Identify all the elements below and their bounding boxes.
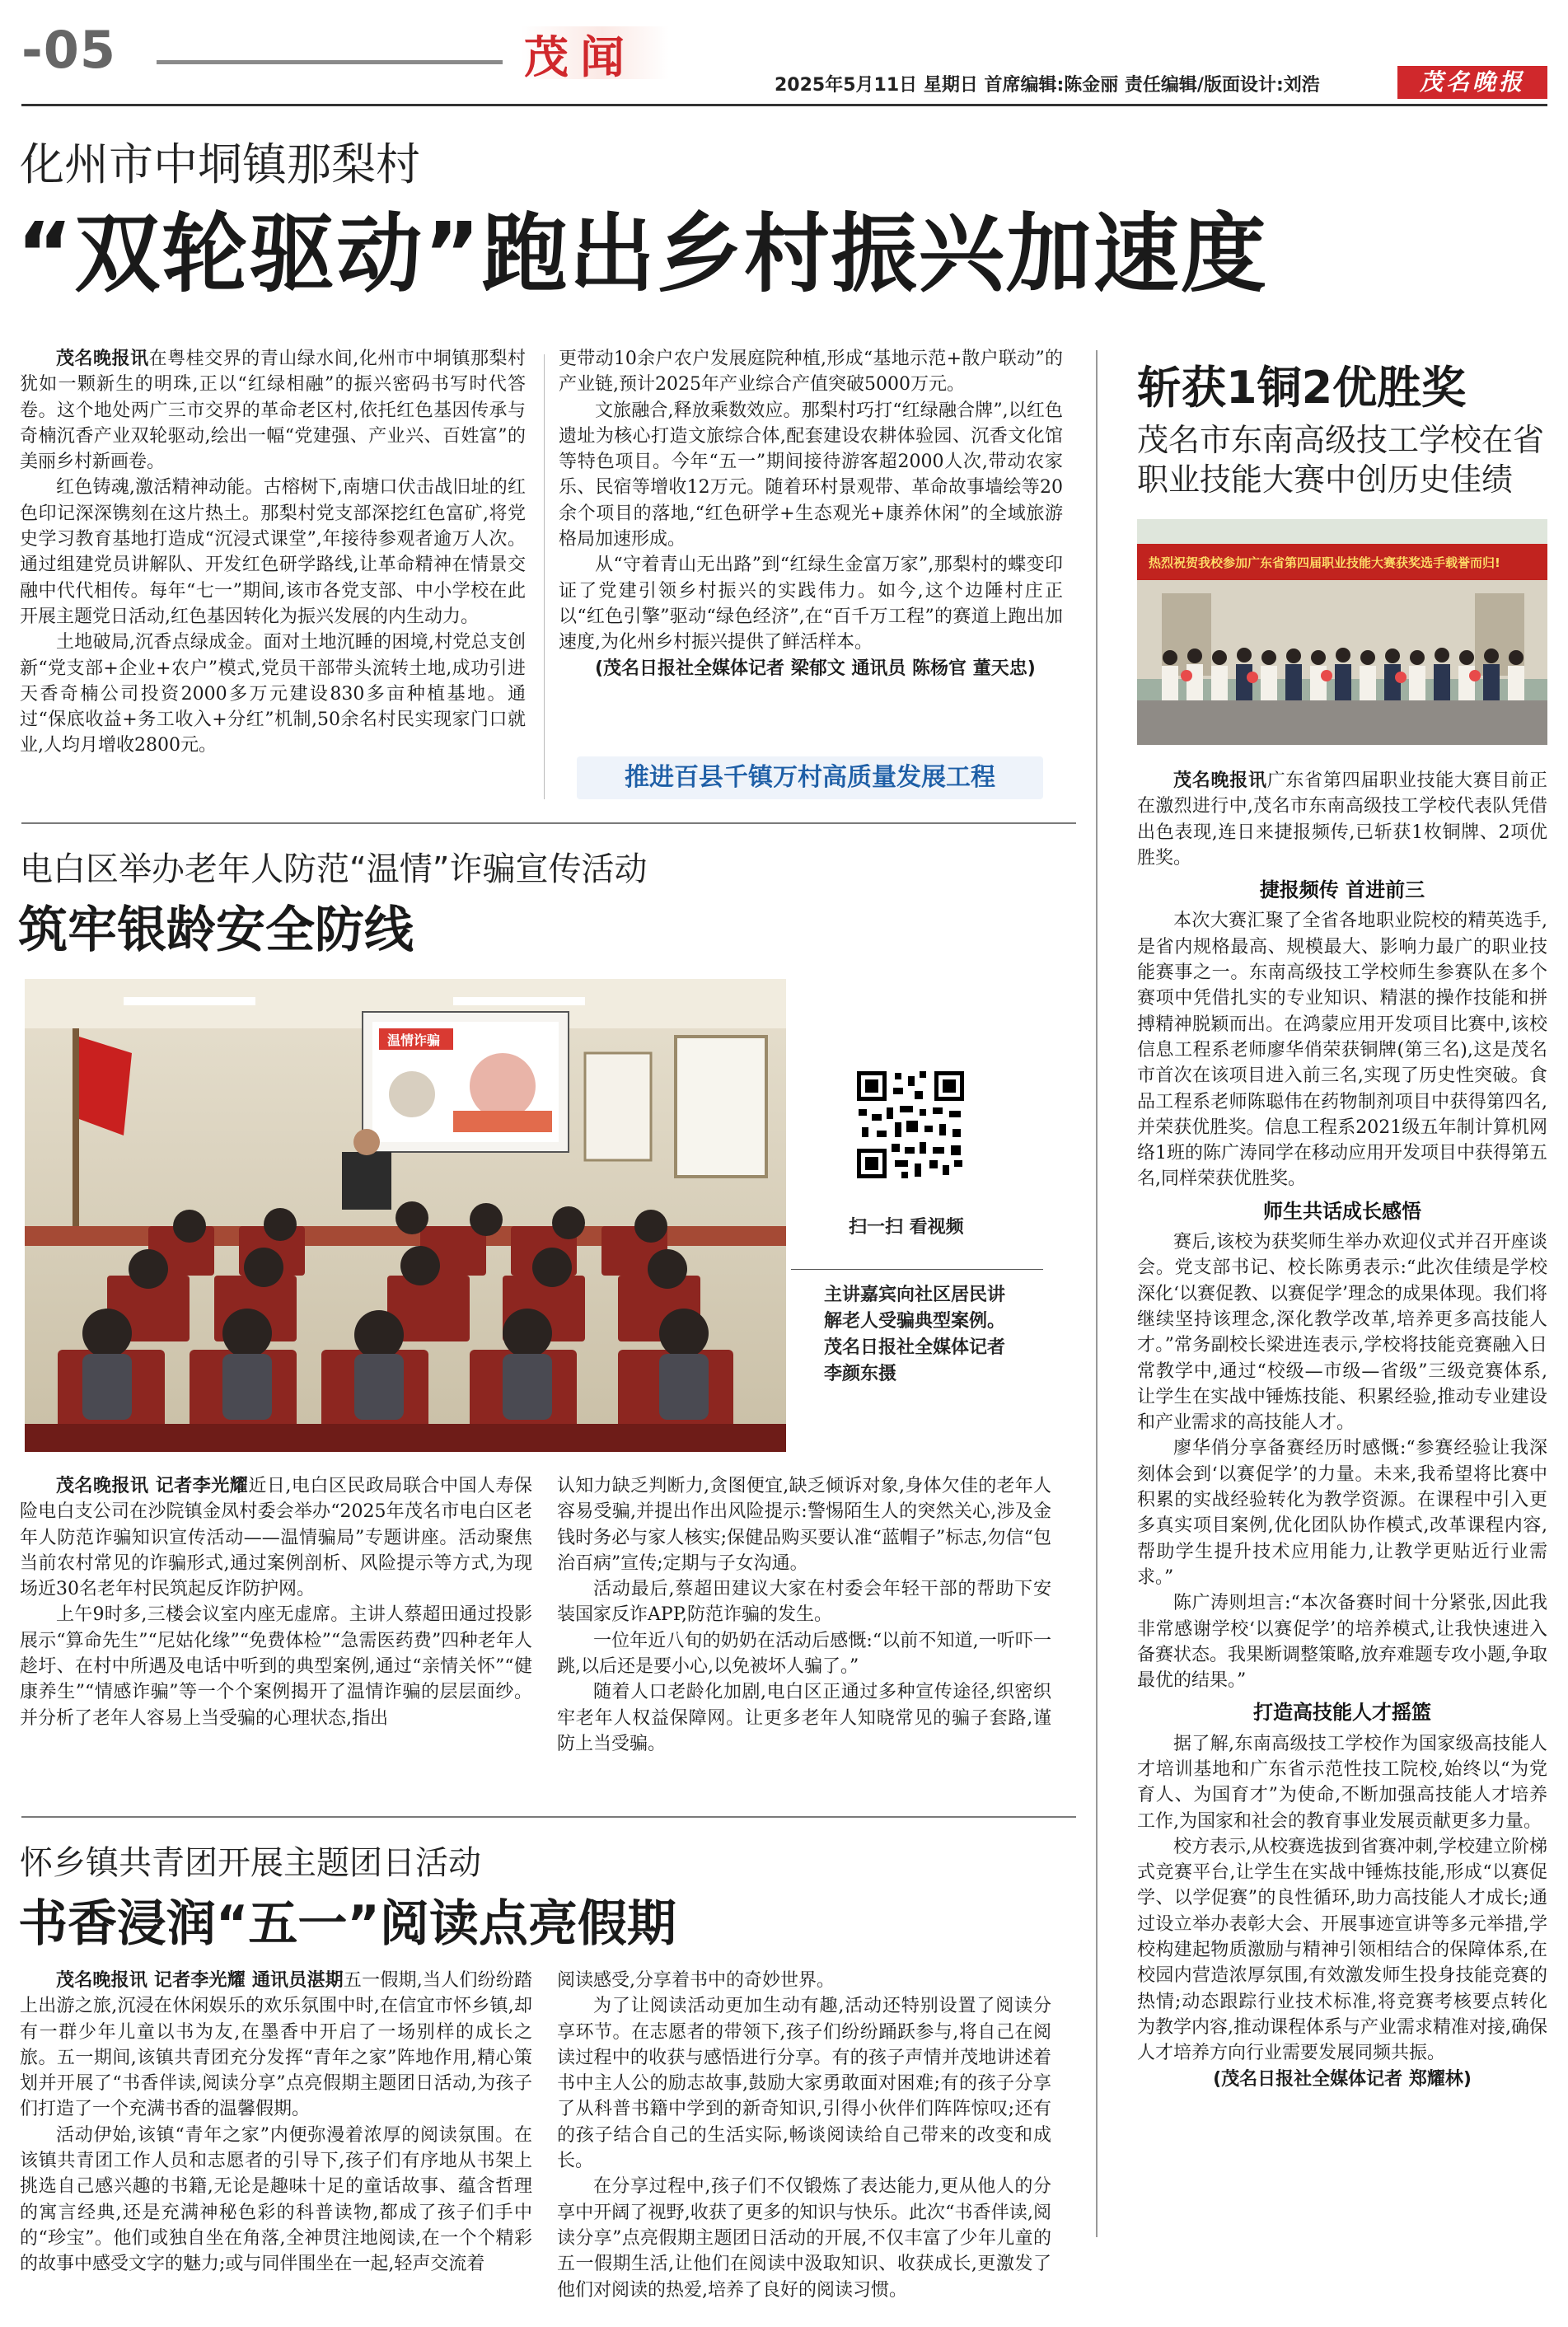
article2-headline: 筑牢银龄安全防线 xyxy=(18,901,414,959)
article1-column-rule xyxy=(544,354,545,799)
article1-byline: 茂名晚报讯 xyxy=(56,349,149,369)
article4-p4: 廖华俏分享备赛经历时感慨:“参赛经验让我深刻体会到‘以赛促学’的力量。未来,我希望将比赛中积累的实战经验转化为教学资源。在课程中引入更多真实项目案例,优化团队协作模式,改革课程内容,帮助学生提升技术应用能力,让教学更贴近行业需求。” xyxy=(1137,1438,1547,1588)
header-rule xyxy=(157,60,503,64)
article2-p3: 认知力缺乏判断力,贪图便宜,缺乏倾诉对象,身体欠佳的老年人容易受骗,并提出作出风险提示:警惕陌生人的突然关心,涉及金钱时务必与家人核实;保健品购买要认准“蓝帽子”标志,勿信“包治百病”宣传;定期与子女沟通。 xyxy=(557,1476,1051,1574)
caption-rule xyxy=(791,1269,1043,1270)
article4-credit: (茂名日报社全媒体记者 郑耀林) xyxy=(1213,2068,1472,2090)
article2-p5: 一位年近八旬的奶奶在活动后感慨:“以前不知道,一听吓一跳,以后还是要小心,以免被坏人骗了。” xyxy=(557,1630,1051,1678)
section-name: 茂闻 xyxy=(524,30,636,83)
article4-body xyxy=(1137,768,1547,2092)
article3-col1 xyxy=(20,1968,532,2278)
article4-p7: 校方表示,从校赛选拔到省赛冲刺,学校建立阶梯式竞赛平台,让学生在实战中锤炼技能,形成“以赛促学、以学促赛”的良性循环,助力高技能人才成长;通过设立举办表彰大会、开展事迹宣讲等多元举措,学校构建起物质激励与精神引领相结合的保障体系,在校园内营造浓厚氛围,有效激发师生投身技能竞赛的热情;动态跟踪行业技术标准,将竞赛考核要点转化为教学内容,推动课程体系与产业需求精准对接,确保人才培养方向行业需要发展同频共振。 xyxy=(1137,1836,1547,2064)
article1-kicker: 化州市中垌镇那梨村 xyxy=(20,138,420,190)
article1-credit: (茂名日报社全媒体记者 梁郁文 通讯员 陈杨官 董天忠) xyxy=(595,658,1036,679)
article1-p2: 红色铸魂,激活精神动能。古榕树下,南塘口伏击战旧址的红色印记深深镌刻在这片热土。那梨村党支部深挖红色富矿,将党史学习教育基地打造成“沉浸式课堂”,年接待参观者逾万人次。通过组建党员讲解队、开发红色研学路线,让革命精神在情景交融中代代相传。每年“七一”期间,该市各党支部、中小学校在此开展主题党日活动,红色基因转化为振兴发展的内生动力。 xyxy=(20,477,526,627)
qr-caption: 扫一扫 看视频 xyxy=(849,1217,964,1238)
article4-p2: 本次大赛汇聚了全省各地职业院校的精英选手,是省内规格最高、规模最大、影响力最广的职业技能赛事之一。东南高级技工学校师生参赛队在多个赛项中凭借扎实的专业知识、精湛的操作技能和拼搏精神脱颖而出。在鸿蒙应用开发项目比赛中,该校信息工程系老师廖华俏荣获铜牌(第三名),这是茂名市首次在该项目进入前三名,实现了历史性突破。食品工程系老师陈聪伟在药物制剂项目中获得第四名,并荣获优胜奖。信息工程系2021级五年制计算机网络1班的陈广涛同学在移动应用开发项目中获得第五名,同样荣获优胜奖。 xyxy=(1137,911,1547,1190)
article3-p3: 阅读感受,分享着书中的奇妙世界。 xyxy=(557,1970,835,1991)
qr-code-icon[interactable] xyxy=(854,1068,967,1182)
photo-caption: 主讲嘉宾向社区居民讲解老人受骗典型案例。茂名日报社全媒体记者李颜东摄 xyxy=(824,1285,1006,1384)
article2-byline: 茂名晚报讯 记者李光耀 xyxy=(56,1476,249,1496)
article4-p5: 陈广涛则坦言:“本次备赛时间十分紧张,因此我非常感谢学校‘以赛促学’的培养模式,让我快速进入备赛状态。我果断调整策略,放弃难题专攻小题,争取最优的结果。” xyxy=(1137,1593,1547,1692)
header-bottom-rule xyxy=(21,104,1547,106)
award-group-photo xyxy=(1137,519,1547,745)
article2-p2: 上午9时多,三楼会议室内座无虚席。主讲人蔡超田通过投影展示“算命先生”“尼姑化缘”“免费体检”“急需医药费”四种老年人趁圩、在村中所遇及电话中听到的典型案例,通过“亲情关怀”“健康养生”“情感诈骗”等一个个案例揭开了温情诈骗的层层面纱。并分析了老年人容易上当受骗的心理状态,指出 xyxy=(20,1604,532,1729)
article1-col2 xyxy=(559,346,1063,681)
article1-p1: 在粤桂交界的青山绿水间,化州市中垌镇那梨村犹如一颗新生的明珠,正以“红绿相融”的振兴密码书写时代答卷。这个地处两广三市交界的革命老区村,依托红色基因传承与奇楠沉香产业双轮驱动,绘出一幅“党建强、产业兴、百姓富”的美丽乡村新画卷。 xyxy=(20,349,526,473)
photo-banner-text: 热烈祝贺我校参加广东省第四届职业技能大赛获奖选手载誉而归! xyxy=(1149,555,1500,570)
article4-p3: 赛后,该校为获奖师生举办欢迎仪式并召开座谈会。党支部书记、校长陈勇表示:“此次佳绩是学校深化‘以赛促教、以赛促学’理念的成果体现。我们将继续坚持该理念,深化教学改革,培养更多高技能人才。”常务副校长梁进连表示,学校将技能竞赛融入日常教学中,通过“校级—市级—省级”三级竞赛体系,让学生在实战中锤炼技能、积累经验,推动专业建设和产业需求的高技能人才。 xyxy=(1137,1232,1547,1434)
article2-top-rule xyxy=(21,822,1076,824)
article1-p3: 土地破局,沉香点绿成金。面对土地沉睡的困境,村党总支创新“党支部+企业+农户”模式,党员干部带头流转土地,成功引进天香奇楠公司投资2000多万元建设830多亩种植基地。通过“保底收益+务工收入+分红”机制,50余名村民实现家门口就业,人均月增收2800元。 xyxy=(20,632,526,756)
article3-p2: 活动伊始,该镇“青年之家”内便弥漫着浓厚的阅读氛围。在该镇共青团工作人员和志愿者的引导下,孩子们有序地从书架上挑选自己感兴趣的书籍,无论是趣味十足的童话故事、蕴含哲理的寓言经典,还是充满神秘色彩的科普读物,都成了孩子们手中的“珍宝”。他们或独自坐在角落,全神贯注地阅读,在一个个精彩的故事中感受文字的魅力;或与同伴围坐在一起,轻声交流着 xyxy=(20,2124,532,2275)
article4-subtitle1: 茂名市东南高级技工学校在省 xyxy=(1137,422,1545,458)
article3-col2 xyxy=(557,1968,1051,2303)
article2-col2 xyxy=(557,1473,1051,1757)
article3-top-rule xyxy=(21,1816,1076,1818)
article1-p5: 文旅融合,释放乘数效应。那梨村巧打“红绿融合牌”,以红色遗址为核心打造文旅综合体,配套建设农耕体验园、沉香文化馆等特色项目。今年“五一”期间接待游客超2000人次,带动农家乐、民宿等增收12万元。随着环村景观带、革命故事墙绘等20余个项目的落地,“红色研学+生态观光+康养休闲”的全域旅游格局加速形成。 xyxy=(559,400,1063,550)
article4-headline: 斩获1铜2优胜奖 xyxy=(1137,362,1467,414)
article4-sub1: 捷报频传 首进前三 xyxy=(1259,878,1425,902)
article2-p1: 近日,电白区民政局联合中国人寿保险电白支公司在沙院镇金凤村委会举办“2025年茂名市电白区老年人防范诈骗知识宣传活动——温情骗局”专题讲座。活动聚焦当前农村常见的诈骗形式,通过案例剖析、风险提示等方式,为现场近30名老年村民筑起反诈防护网。 xyxy=(20,1476,532,1600)
article1-p6: 从“守着青山无出路”到“红绿生金富万家”,那梨村的蝶变印证了党建引领乡村振兴的实践伟力。如今,这个边陲村庄正以“红色引擎”驱动“绿色经济”,在“百千万工程”的赛道上跑出加速度,为化州乡村振兴提供了鲜活样本。 xyxy=(559,555,1063,653)
article2-p6: 随着人口老龄化加剧,电白区正通过多种宣传途径,织密织牢老年人权益保障网。让更多老年人知晓常见的骗子套路,谨防上当受骗。 xyxy=(557,1682,1051,1754)
article4-p1: 广东省第四届职业技能大赛目前正在激烈进行中,茂名市东南高级技工学校代表队凭借出色表现,连日来捷报频传,已斩获1枚铜牌、2项优胜奖。 xyxy=(1137,770,1547,869)
article3-p1: 五一假期,当人们纷纷踏上出游之旅,沉浸在休闲娱乐的欢乐氛围中时,在信宜市怀乡镇,却有一群少年儿童以书为友,在墨香中开启了一场别样的成长之旅。五一期间,该镇共青团充分发挥“青年之家”阵地作用,精心策划并开展了“书香伴读,阅读分享”点亮假期主题团日活动,为孩子们打造了一个充满书香的温馨假期。 xyxy=(20,1970,533,2120)
article4-sub2: 师生共话成长感悟 xyxy=(1263,1199,1421,1223)
article3-byline: 茂名晚报讯 记者李光耀 通讯员湛期 xyxy=(56,1970,344,1991)
article2-kicker: 电白区举办老年人防范“温情”诈骗宣传活动 xyxy=(20,850,648,888)
article4-sub3: 打造高技能人才摇篮 xyxy=(1253,1701,1431,1725)
article2-p4: 活动最后,蔡超田建议大家在村委会年轻干部的帮助下安装国家反诈APP,防范诈骗的发生。 xyxy=(557,1579,1051,1626)
projector-text: 温情诈骗 xyxy=(387,1032,441,1048)
article1-p4: 更带动10余户农户发展庭院种植,形成“基地示范+散户联动”的产业链,预计2025年产业综合产值突破5000万元。 xyxy=(559,349,1063,396)
article3-kicker: 怀乡镇共青团开展主题团日活动 xyxy=(20,1844,481,1882)
article1-banner: 推进百县千镇万村高质量发展工程 xyxy=(577,756,1043,799)
article3-p4: 为了让阅读活动更加生动有趣,活动还特别设置了阅读分享环节。在志愿者的带领下,孩子们纷纷踊跃参与,将自己在阅读过程中的收获与感悟进行分享。有的孩子声情并茂地讲述着书中主人公的励志故事,鼓励大家勇敢面对困难;有的孩子分享了从科普书籍中学到的新奇知识,引得小伙伴们阵阵惊叹;还有的孩子结合自己的生活实际,畅谈阅读给自己带来的改变和成长。 xyxy=(557,1996,1051,2172)
page-number: -05 xyxy=(21,20,117,80)
article1-col1 xyxy=(20,346,526,759)
lecture-photo xyxy=(25,979,786,1452)
article2-col1 xyxy=(20,1473,532,1731)
date-info: 2025年5月11日 星期日 首席编辑:陈金丽 责任编辑/版面设计:刘浩 xyxy=(775,75,1320,96)
article3-p5: 在分享过程中,孩子们不仅锻炼了表达能力,更从他人的分享中开阔了视野,收获了更多的知识与快乐。此次“书香伴读,阅读分享”点亮假期主题团日活动的开展,不仅丰富了少年儿童的五一假期生活,让他们在阅读中汲取知识、收获成长,更激发了他们对阅读的热爱,培养了良好的阅读习惯。 xyxy=(557,2176,1051,2301)
article4-byline: 茂名晚报讯 xyxy=(1173,770,1267,791)
right-column-rule xyxy=(1096,350,1098,2237)
article4-p6: 据了解,东南高级技工学校作为国家级高技能人才培训基地和广东省示范性技工院校,始终以“为党育人、为国育才”为使命,不断加强高技能人才培养工作,为国家和社会的教育事业发展贡献更多力量。 xyxy=(1137,1733,1547,1832)
masthead-logo: 茂名晚报 xyxy=(1397,66,1547,99)
article4-subtitle2: 职业技能大赛中创历史佳绩 xyxy=(1137,461,1514,498)
article1-headline: “双轮驱动”跑出乡村振兴加速度 xyxy=(16,204,1268,304)
article3-headline: 书香浸润“五一”阅读点亮假期 xyxy=(18,1895,676,1953)
